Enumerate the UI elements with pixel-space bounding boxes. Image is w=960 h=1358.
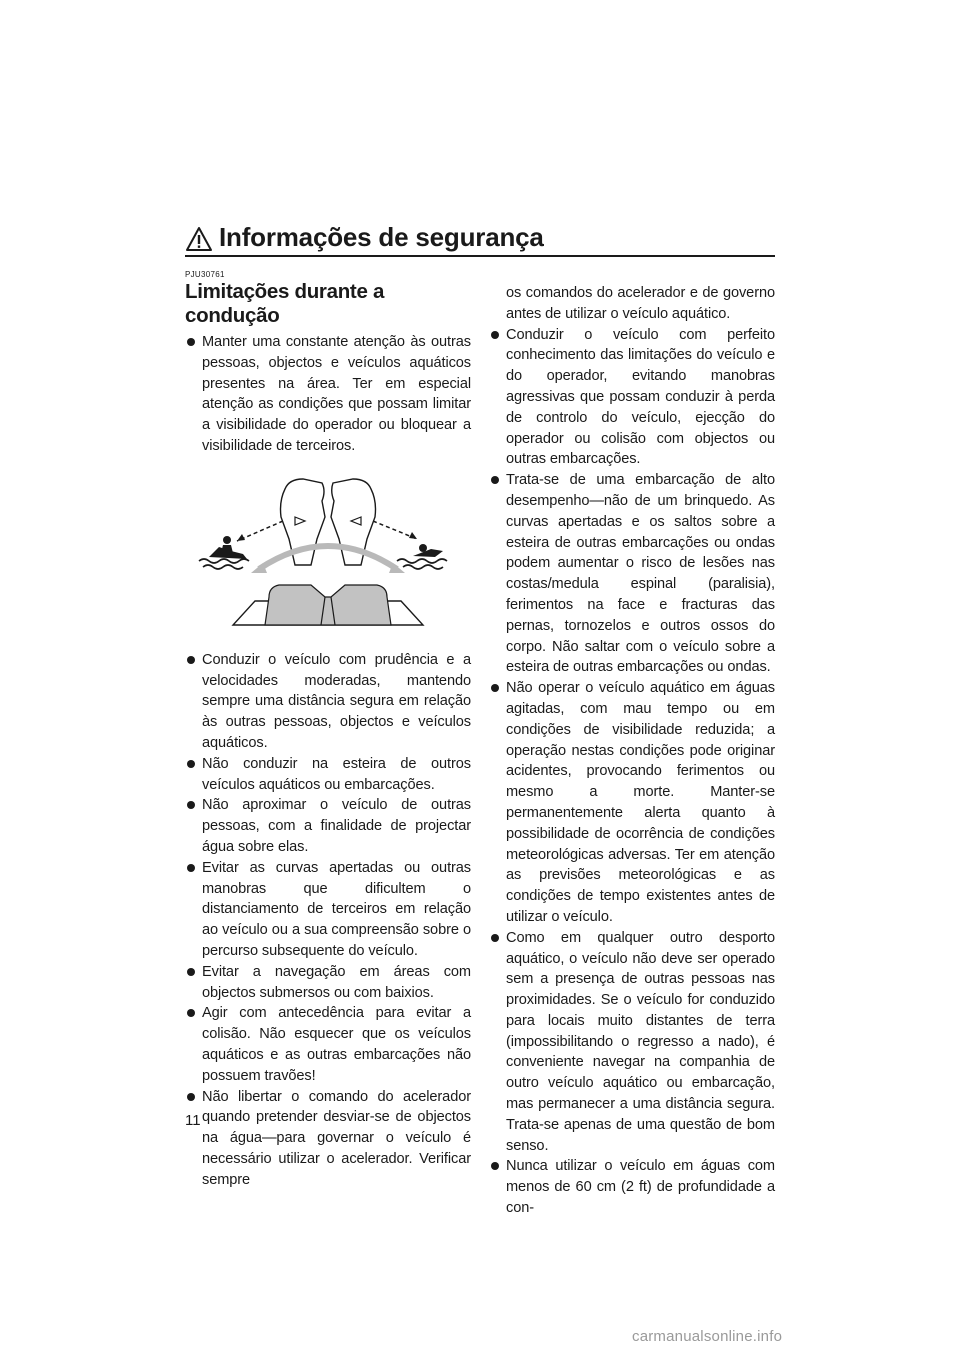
left-column bbox=[185, 270, 471, 1191]
page-header bbox=[185, 222, 775, 258]
bullet-icon bbox=[491, 684, 499, 692]
list-item: Não operar o veículo aquático em águas agitadas, com mau tempo ou em condições de visibilidade reduzida; a operação nestas condições pode originar acidentes, provocando ferimentos ou mesmo a morte. Manter-se permanentemente alerta quanto à possibilidade de ocorrência de condições meteorológicas adversas. Ter em atenção as previsões meteorológicas e as condições de tempo existentes antes de utilizar o veículo. bbox=[489, 678, 775, 928]
list-item: Conduzir o veículo com prudência e a velocidades moderadas, mantendo sempre uma distância segura em relação às outras pessoas, objectos e veículos aquáticos. bbox=[185, 650, 471, 754]
left-bullet-list-2 bbox=[185, 650, 471, 1191]
list-item: Conduzir o veículo com perfeito conhecimento das limitações do veículo e do operador, evitando manobras agressivas que possam conduzir à perda de controlo do veículo, ejecção do operador ou colisão com objectos ou outras embarcações. bbox=[489, 325, 775, 471]
list-item: Manter uma constante atenção às outras pessoas, objectos e veículos aquáticos presentes na área. Ter em especial atenção as condições que possam limitar a visibilidade do operador ou bloquear a visibilidade de terceiros. bbox=[185, 332, 471, 457]
list-item: Agir com antecedência para evitar a colisão. Não esquecer que os veículos aquáticos e as outras embarcações não possuem travões! bbox=[185, 1003, 471, 1086]
section-heading: Limitações durante a condução bbox=[185, 280, 385, 327]
right-bullet-list bbox=[489, 325, 775, 1219]
visibility-illustration bbox=[185, 461, 471, 633]
list-item: Não conduzir na esteira de outros veículos aquáticos ou embarcações. bbox=[185, 754, 471, 796]
bullet-icon bbox=[187, 864, 195, 872]
page-title: Informações de segurança bbox=[219, 222, 544, 252]
bullet-icon bbox=[491, 934, 499, 942]
bullet-icon bbox=[187, 968, 195, 976]
bullet-icon bbox=[187, 1009, 195, 1017]
list-item: Não aproximar o veículo de outras pessoas, com a finalidade de projectar água sobre elas. bbox=[185, 795, 471, 857]
section-code: PJU30761 bbox=[185, 270, 225, 279]
bullet-icon bbox=[491, 331, 499, 339]
bullet-icon bbox=[187, 1093, 195, 1101]
list-item: Nunca utilizar o veículo em águas com menos de 60 cm (2 ft) de profundidade a con- bbox=[489, 1156, 775, 1218]
bullet-icon bbox=[187, 656, 195, 664]
list-item: Evitar as curvas apertadas ou outras manobras que dificultem o distanciamento de terceiros em relação ao veículo ou a sua compreensão sobre o percurso subsequente do veículo. bbox=[185, 858, 471, 962]
list-item: Não libertar o comando do acelerador quando pretender desviar-se de objectos na água—para governar o veículo é necessário utilizar o acelerador. Verificar sempre bbox=[185, 1087, 471, 1191]
watermark: carmanualsonline.info bbox=[632, 1328, 783, 1345]
warning-triangle-icon bbox=[185, 226, 213, 252]
right-column bbox=[489, 283, 775, 1219]
header-rule bbox=[185, 255, 775, 257]
list-item: Trata-se de uma embarcação de alto desempenho—não de um brinquedo. As curvas apertadas e os saltos sobre a esteira de outras embarcações ou ondas podem aumentar o risco de lesões nas costas/medula espinal (paralisia), ferimentos na face e fracturas das pernas, tornozelos e outros ossos do corpo. Não saltar com o veículo sobre a esteira de outras embarcações ou ondas. bbox=[489, 470, 775, 678]
bullet-icon bbox=[187, 760, 195, 768]
left-bullet-list bbox=[185, 332, 471, 457]
list-item: Como em qualquer outro desporto aquático, o veículo não deve ser operado sem a presença de outras pessoas nas proximidades. Se o veículo for conduzido para locais muito distantes de terra (impossibilitando o regresso a nado), é conveniente navegar na companhia de outro veículo aquático ou embarcação, mas permanecer a uma distância segura. Trata-se apenas de uma questão de bom senso. bbox=[489, 928, 775, 1157]
bullet-icon bbox=[491, 1162, 499, 1170]
bullet-icon bbox=[491, 476, 499, 484]
bullet-icon bbox=[187, 801, 195, 809]
bullet-icon bbox=[187, 338, 195, 346]
page-number: 11 bbox=[185, 1112, 201, 1129]
continued-text: os comandos do acelerador e de governo antes de utilizar o veículo aquático. bbox=[506, 285, 775, 322]
list-item: Evitar a navegação em áreas com objectos submersos ou com baixios. bbox=[185, 962, 471, 1004]
